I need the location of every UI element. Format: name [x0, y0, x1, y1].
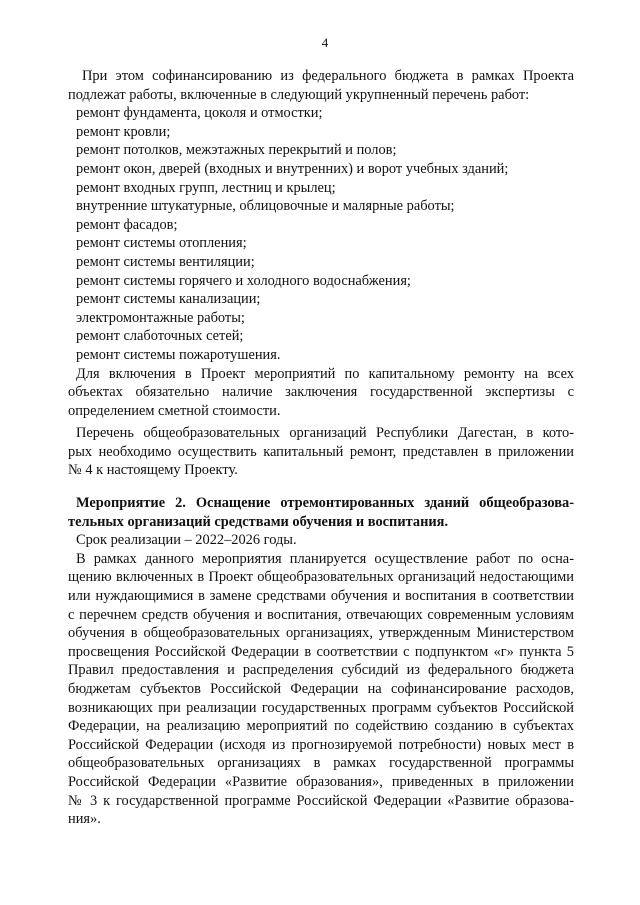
list-item: ремонт системы вентиляции; — [76, 253, 255, 270]
intro-line-2: подлежат работы, включенные в следующий укрупненный перечень работ: — [68, 86, 530, 103]
body-line: Федерации, на реализацию мероприятий по содействию созданию в субъектах — [68, 718, 574, 735]
list-item: ремонт кровли; — [76, 123, 171, 140]
body-line: обучения в общеобразовательных организациях, утвержденным Министерством — [68, 625, 574, 642]
intro-line-1: При этом софинансированию из федерального бюджета в рамках Проекта — [82, 68, 574, 84]
body-line: В рамках данного мероприятия планируется осуществление работ по осна- — [76, 550, 574, 567]
list-item: ремонт системы пожаротушения. — [76, 346, 281, 363]
body-line: общеобразовательных организациях в рамках государственной программы — [68, 755, 574, 772]
implementation-term: Срок реализации – 2022–2026 годы. — [76, 532, 297, 549]
page-number: 4 — [321, 35, 329, 50]
list-item: ремонт входных групп, лестниц и крылец; — [76, 179, 336, 196]
body-line: с перечнем средств обучения и воспитания, отвечающих современным условиям — [68, 606, 574, 623]
org-list-line-3: № 4 к настоящему Проекту. — [68, 462, 238, 479]
expertise-line-1: Для включения в Проект мероприятий по капитальному ремонту на всех — [76, 365, 574, 382]
list-item: ремонт потолков, межэтажных перекрытий и полов; — [76, 142, 397, 159]
body-line: возникающих при реализации государственных программ субъектов Российской — [68, 699, 574, 716]
list-item: ремонт фасадов; — [76, 216, 178, 233]
section-heading-line-2: тельных организаций средствами обучения и воспитания. — [68, 513, 449, 530]
section-heading-line-1: Мероприятие 2. Оснащение отремонтированных зданий общеобразова- — [76, 495, 574, 512]
body-line: щению включенных в Проект общеобразовательных организаций недостающими — [68, 569, 574, 586]
measure-2-section — [68, 494, 574, 829]
measure-2-body — [68, 550, 574, 829]
list-item: внутренние штукатурные, облицовочные и малярные работы; — [76, 198, 455, 215]
body-line: или нуждающимися в замене средствами обучения и воспитания в соответствии — [68, 588, 574, 605]
body-line: ния». — [68, 811, 101, 828]
body-line: Правил предоставления и распределения субсидий из федерального бюджета — [68, 662, 574, 679]
list-item: ремонт системы горячего и холодного водоснабжения; — [76, 272, 411, 289]
org-list-line-1: Перечень общеобразовательных организаций Республики Дагестан, в кото- — [76, 425, 574, 442]
list-item: электромонтажные работы; — [76, 309, 245, 326]
works-list — [76, 104, 574, 364]
body-line: Российской Федерации «Развитие образования», приведенных в приложении — [68, 773, 574, 790]
body-line: бюджетам субъектов Российской Федерации на софинансирование расходов, — [68, 681, 574, 697]
expertise-line-3: определением сметной стоимости. — [68, 402, 281, 419]
list-item: ремонт системы канализации; — [76, 291, 261, 308]
expertise-line-2: объектах обязательно наличие заключения государственной экспертизы с — [68, 384, 574, 401]
body-line: № 3 к государственной программе Российской Федерации «Развитие образова- — [68, 792, 574, 809]
org-list-line-2: рых необходимо осуществить капитальный ремонт, представлен в приложении — [68, 443, 574, 460]
expertise-paragraph — [68, 365, 574, 421]
list-item: ремонт фундамента, цоколя и отмостки; — [76, 105, 323, 122]
list-item: ремонт системы отопления; — [76, 235, 247, 252]
list-item: ремонт окон, дверей (входных и внутренних) и ворот учебных зданий; — [76, 160, 509, 177]
body-line: просвещения Российской Федерации в соответствии с подпунктом «г» пункта 5 — [68, 643, 574, 660]
intro-paragraph — [68, 67, 574, 104]
list-item: ремонт слаботочных сетей; — [76, 328, 244, 345]
org-list-paragraph — [68, 424, 574, 480]
body-line: Российской Федерации (исходя из прогнозируемой потребности) новых мест в — [68, 736, 574, 753]
